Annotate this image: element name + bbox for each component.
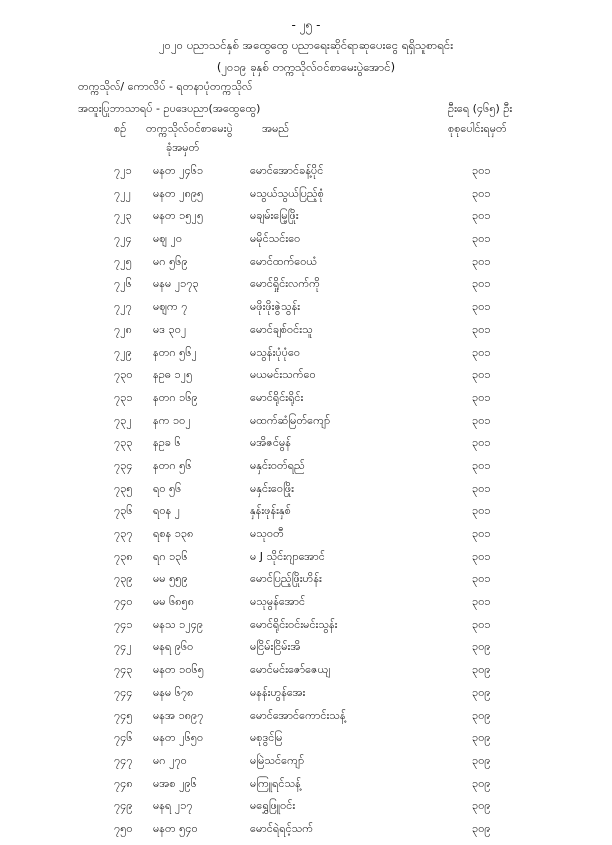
row-number: ၇၅၀ <box>114 821 133 835</box>
row-score: ၃၀၉ <box>472 708 491 722</box>
row-score: ၃၀၁ <box>472 527 491 540</box>
table-row <box>0 504 612 527</box>
header-name: အမည် <box>262 122 290 135</box>
row-reg-number: မနတ ၁၀၆၅ <box>153 663 204 677</box>
row-name: မောင်အောင်ကောင်းသန့် <box>250 708 346 722</box>
row-number: ၇၂၅ <box>114 254 132 268</box>
row-reg-number: နက ၁၀၂ <box>153 413 191 427</box>
table-row <box>0 550 612 573</box>
row-name: မသုမွန်အောင် <box>250 595 306 609</box>
row-name: မသွန်းပုံပုံဝေ <box>250 345 301 359</box>
header-score: စုစုပေါင်းရမှတ် <box>448 122 507 135</box>
row-reg-number: မနတ ၁၅၂၅ <box>153 209 204 223</box>
row-number: ၇၄၅ <box>114 708 133 722</box>
row-reg-number: မနအ ၁၈၉၇ <box>153 708 204 722</box>
row-number: ၇၄၁ <box>114 617 133 631</box>
row-reg-number: မနရ ၉၆၀ <box>153 640 194 654</box>
row-score: ၃၀၁ <box>472 595 491 609</box>
row-number: ၇၂၃ <box>114 209 132 223</box>
row-number: ၇၂၂ <box>114 186 131 200</box>
row-score: ၃၀၁ <box>472 345 491 359</box>
row-reg-number: ရဝန ၂ <box>153 504 181 518</box>
row-score: ၃၀၉ <box>472 663 491 677</box>
row-score: ၃၀၉ <box>472 776 491 790</box>
row-score: ၃၀၁ <box>472 413 491 427</box>
row-score: ၃၀၁ <box>472 232 491 246</box>
row-reg-number: မနတ ၂၆၅၀ <box>153 731 204 745</box>
row-number: ၇၄၆ <box>114 731 133 745</box>
row-score: ၃၀၁ <box>472 186 491 200</box>
table-row <box>0 323 612 346</box>
row-score: ၃၀၉ <box>472 821 491 835</box>
row-reg-number: မနမ ၂၁၇၃ <box>153 277 199 291</box>
row-reg-number: မနသ ၁၂၄၉ <box>153 617 204 631</box>
page-number: - ၂၅ - <box>291 18 321 32</box>
row-number: ၇၃၄ <box>114 458 133 472</box>
row-number: ၇၃၅ <box>114 481 133 495</box>
row-score: ၃၀၁ <box>472 209 491 223</box>
table-row <box>0 527 612 550</box>
row-number: ၇၄၇ <box>114 753 133 767</box>
row-name: မမြဲသင်ကျော် <box>250 753 305 767</box>
table-row <box>0 232 612 255</box>
table-row <box>0 572 612 595</box>
table-row <box>0 164 612 187</box>
row-number: ၇၂၆ <box>114 277 132 291</box>
row-name: မဖိုးဖိုးဇွဲသွန်း <box>250 300 301 314</box>
table-row <box>0 277 612 300</box>
row-name: မောင်မင်းဇော်ဇေယျ <box>250 663 331 677</box>
row-name: မနန်းဟွန်အေး <box>250 685 306 699</box>
row-score: ၃၀၁ <box>472 504 491 518</box>
row-reg-number: မဂ ၅၆၉ <box>153 254 188 268</box>
table-row <box>0 618 612 641</box>
row-reg-number: မနမ ၆၇၈ <box>153 685 194 699</box>
row-reg-number: မနရ ၂၁၇ <box>153 799 193 813</box>
table-row <box>0 187 612 210</box>
row-reg-number: မအစ ၂၉၆ <box>153 776 197 790</box>
row-reg-number: မဈ ၂၀ <box>153 232 183 246</box>
table-row <box>0 482 612 505</box>
row-number: ၇၄၃ <box>114 663 133 677</box>
row-number: ၇၃၉ <box>114 572 133 586</box>
row-number: ၇၄၄ <box>114 685 133 699</box>
table-row <box>0 414 612 437</box>
document-title: ၂၀၂၀ ပညာသင်နှစ် အထွေထွေ ပညာရေးဆိုင်ရာဆုပေးငွေ ရရှိသူစာရင်း <box>158 38 454 52</box>
row-name: မောင်ရှိုင်းလက်ကို <box>250 277 320 291</box>
row-reg-number: နတဂ ၅၆ <box>153 458 192 472</box>
header-no: စဉ် <box>114 122 127 135</box>
row-number: ၇၄၂ <box>114 640 132 654</box>
row-name: မသုဝတီ <box>250 527 284 540</box>
table-row <box>0 391 612 414</box>
table-row <box>0 822 612 845</box>
row-name: မထက်ဆံမြတ်ကျော် <box>250 413 331 427</box>
row-reg-number: ရဝ ၅၆ <box>153 481 182 495</box>
row-name: မောင်ရိုင်းရိုင်း <box>250 390 304 404</box>
table-row <box>0 595 612 618</box>
row-name: မောင်ရဲရင့်သက် <box>250 821 314 835</box>
row-score: ၃၀၁ <box>472 481 491 495</box>
row-score: ၃၀၁ <box>472 277 491 291</box>
row-name: နှန်းဖုန်းနှစ် <box>250 504 291 518</box>
row-score: ၃၀၉ <box>472 753 491 767</box>
row-score: ၃၀၁ <box>472 390 491 404</box>
table-row <box>0 368 612 391</box>
row-reg-number: နတဂ ၁၆၉ <box>153 390 198 404</box>
row-score: ၃၀၁ <box>472 572 491 586</box>
row-number: ၇၃၇ <box>114 527 133 540</box>
header-reg: တက္ကသိုလ်ဝင်စာမေးပွဲ <box>146 122 233 135</box>
row-score: ၃၀၁ <box>472 368 491 382</box>
row-name: မနှင်းဝတ်ရည် <box>250 458 305 472</box>
row-reg-number: နဥခ ၆ <box>153 436 181 450</box>
row-name: မအိဇင်မွန် <box>250 436 292 450</box>
row-number: ၇၂၈ <box>114 322 132 336</box>
total-count-line: ဦးရေ (၄၆၅) ဦး <box>448 102 513 115</box>
row-number: ၇၂၇ <box>114 300 132 314</box>
row-number: ၇၃၂ <box>114 413 132 427</box>
row-name: မသွယ်သွယ်ပြည့်စုံ <box>250 186 324 200</box>
row-name: မနှင်းဝေဖြိုး <box>250 481 294 495</box>
row-reg-number: မနတ ၅၄၀ <box>153 821 198 835</box>
row-name: မ J သိုင်းဂျာအောင် <box>250 549 325 563</box>
table-row <box>0 640 612 663</box>
row-name: မကြူရင်သန့် <box>250 776 301 790</box>
row-score: ၃၀၁ <box>472 436 491 450</box>
row-name: မယမင်းသက်ဝေ <box>250 368 316 382</box>
table-row <box>0 436 612 459</box>
table-row <box>0 731 612 754</box>
row-reg-number: ရဂ ၁၃၆ <box>153 549 188 563</box>
row-reg-number: နဥဓ ၁၂၅ <box>153 368 193 382</box>
row-name: မောင်ချစ်ဝင်းသူ <box>250 322 313 336</box>
major-subject-line: အထူးပြုဘာသာရပ် - ဥပဒေပညာ(အထွေထွေ) <box>78 102 261 115</box>
row-number: ၇၃၆ <box>114 504 133 518</box>
university-line: တက္ကသိုလ်/ ကောလိပ် - ရတနာပုံတက္ကသိုလ် <box>78 80 253 93</box>
row-name: မောင်အောင်ခန့်ပိုင် <box>250 164 324 177</box>
row-score: ၃၀၁ <box>472 458 491 472</box>
table-row <box>0 663 612 686</box>
row-name: မစုဒွင်မြ <box>250 731 283 745</box>
row-reg-number: မမ ၆၈၅၈ <box>153 595 195 609</box>
row-score: ၃၀၁ <box>472 549 491 563</box>
row-name: မောင်ထက်ဝေယံ <box>250 254 318 268</box>
row-reg-number: မဈက ၇ <box>153 300 188 314</box>
student-table <box>0 164 612 845</box>
row-score: ၃၀၁ <box>472 164 491 177</box>
row-reg-number: မနတ ၂၄၆၁ <box>153 164 204 177</box>
row-number: ၇၂၉ <box>114 345 132 359</box>
row-name: မချမ်းမြေ့ဖြိုး <box>250 209 299 223</box>
table-row <box>0 754 612 777</box>
row-number: ၇၃၀ <box>114 368 133 382</box>
row-score: ၃၀၁ <box>472 322 491 336</box>
row-reg-number: နတဂ ၅၆၂ <box>153 345 197 359</box>
row-number: ၇၂၁ <box>114 164 132 177</box>
table-row <box>0 209 612 232</box>
row-score: ၃၀၉ <box>472 640 491 654</box>
row-name: မရွှေဖြူဝင်း <box>250 799 296 813</box>
table-row <box>0 255 612 278</box>
row-number: ၇၄၉ <box>114 799 133 813</box>
table-row <box>0 777 612 800</box>
row-number: ၇၃၃ <box>114 436 133 450</box>
row-score: ၃၀၉ <box>472 799 491 813</box>
row-number: ၇၄၈ <box>114 776 133 790</box>
table-row <box>0 799 612 822</box>
row-name: မောင်ပြည့်ဖြိုးဟိန်း <box>250 572 322 586</box>
row-score: ၃၀၁ <box>472 300 491 314</box>
row-reg-number: မနတ ၂၈၉၅ <box>153 186 204 200</box>
row-number: ၇၃၈ <box>114 549 133 563</box>
row-number: ၇၃၁ <box>114 390 133 404</box>
table-row <box>0 300 612 323</box>
row-name: မောင်ရိုင်းဝင်းမင်းသွန်း <box>250 617 338 631</box>
row-reg-number: မဂ ၂၇၀ <box>153 753 187 767</box>
table-row <box>0 459 612 482</box>
header-reg-line2: ခုံအမှတ် <box>166 141 200 154</box>
row-number: ၇၄၀ <box>114 595 133 609</box>
row-reg-number: မမ ၅၅၉ <box>153 572 188 586</box>
row-score: ၃၀၉ <box>472 685 491 699</box>
row-name: မငြိမ်းငြိမ်းအိ <box>250 640 301 654</box>
row-score: ၃၀၉ <box>472 731 491 745</box>
row-number: ၇၂၄ <box>114 232 132 246</box>
document-subtitle: (၂၀၁၉ ခုနှစ် တက္ကသိုလ်ဝင်စာမေးပွဲအောင်) <box>216 60 396 74</box>
row-name: မမိုင်သင်းဝေ <box>250 232 301 246</box>
row-reg-number: ရစန ၁၃၈ <box>153 527 194 540</box>
table-row <box>0 346 612 369</box>
table-row <box>0 709 612 732</box>
row-score: ၃၀၁ <box>472 254 491 268</box>
row-score: ၃၀၁ <box>472 617 491 631</box>
table-row <box>0 686 612 709</box>
row-reg-number: မဒ ၃၀၂ <box>153 322 187 336</box>
